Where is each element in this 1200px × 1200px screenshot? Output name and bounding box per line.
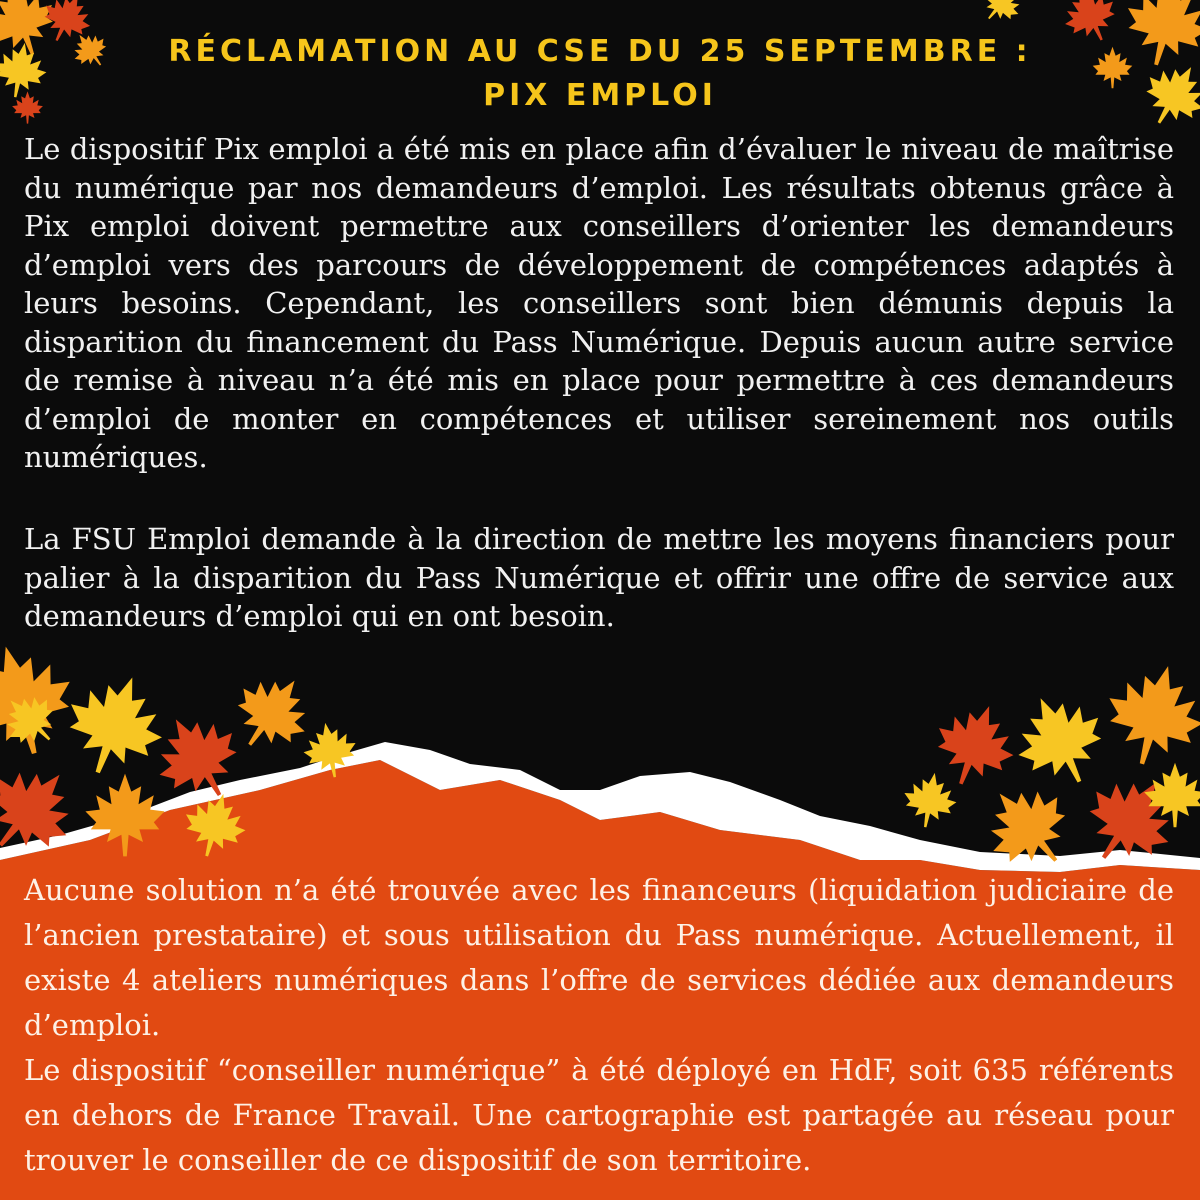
title-line-2: PIX EMPLOI xyxy=(483,78,717,113)
response-paragraph-2: Le dispositif “conseiller numérique” à été déployé en HdF, soit 635 référents en dehors de France Travail. Une cartographie est partagée au réseau pour trouver le conseiller de ce dispositif de son territoire. xyxy=(24,1053,1174,1177)
title-line-1: RÉCLAMATION AU CSE DU 25 SEPTEMBRE : xyxy=(168,34,1032,69)
claim-paragraph-1: Le dispositif Pix emploi a été mis en place afin d’évaluer le niveau de maîtrise du numérique par nos demandeurs d’emploi. Les résultats obtenus grâce à Pix emploi doivent permettre aux conseillers d’orienter les demandeurs d’emploi vers des parcours de développement de compétences adaptés à leurs besoins. Cependant, les conseillers sont bien démunis depuis la disparition du financement du Pass Numérique. Depuis aucun autre service de remise à niveau n’a été mis en place pour permettre à ces demandeurs d’emploi de monter en compétences et utiliser sereinement nos outils numériques. xyxy=(24,132,1174,474)
claim-paragraph-2: La FSU Emploi demande à la direction de mettre les moyens financiers pour palier à la disparition du Pass Numérique et offrir une offre de service aux demandeurs d’emploi qui en ont besoin. xyxy=(24,522,1174,633)
response-block xyxy=(24,868,1174,1183)
page-title xyxy=(60,30,1140,118)
response-paragraph-1: Aucune solution n’a été trouvée avec les financeurs (liquidation judiciaire de l’ancien prestataire) et sous utilisation du Pass numérique. Actuellement, il existe 4 ateliers numériques dans l’offre de services dédiée aux demandeurs d’emploi. xyxy=(24,873,1174,1042)
